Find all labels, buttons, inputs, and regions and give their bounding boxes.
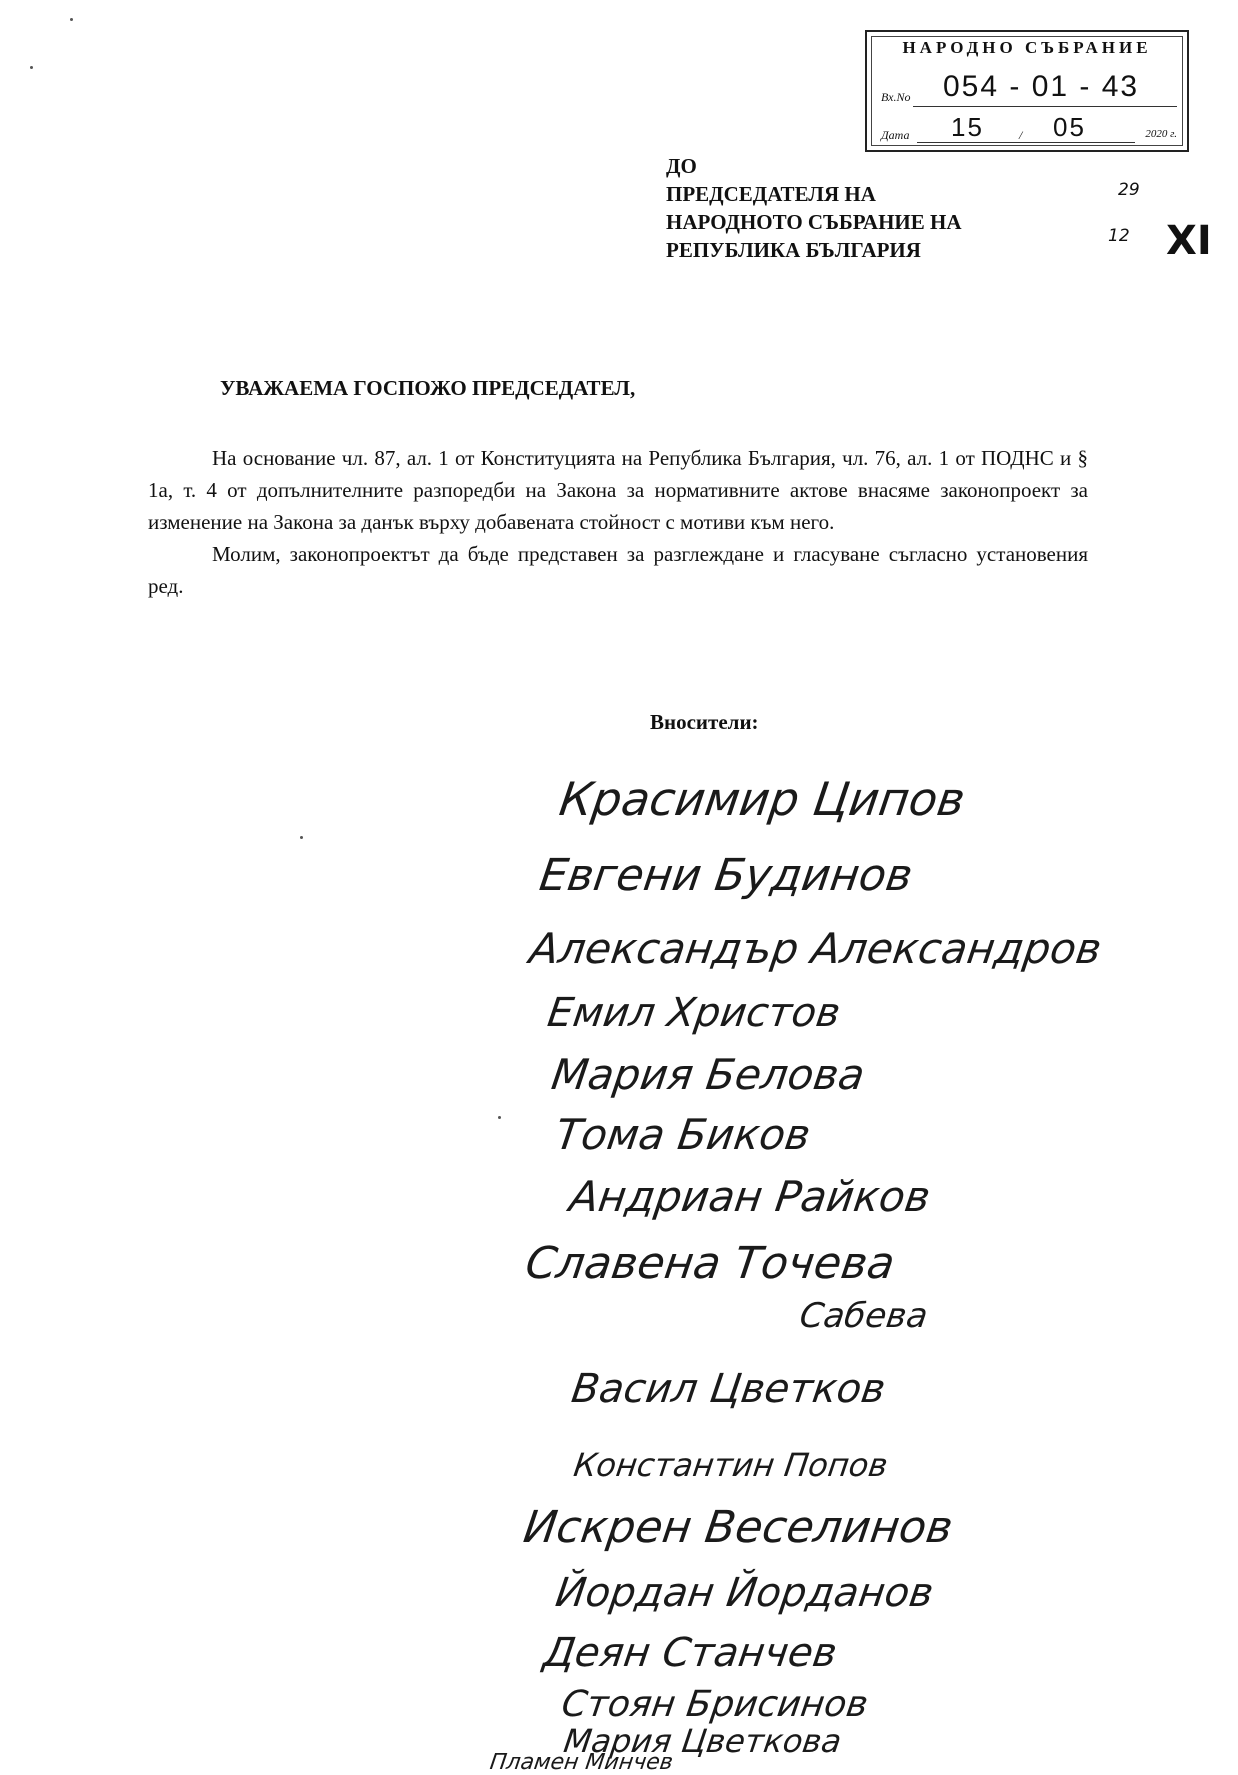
addressee-line-2: ПРЕДСЕДАТЕЛЯ НА: [666, 182, 876, 206]
addressee-line-4: РЕПУБЛИКА БЪЛГАРИЯ: [666, 238, 921, 262]
stamp-date-line: [917, 142, 1135, 143]
stamp-number-label: Вх.No: [881, 90, 911, 104]
stamp-title: НАРОДНО СЪБРАНИЕ: [902, 38, 1152, 57]
submitters-label: Вносители:: [650, 710, 759, 734]
stamp-date-day: 15: [951, 112, 984, 142]
signature-15: Мария Цветкова: [561, 1722, 844, 1760]
signature-16: Пламен Минчев: [488, 1750, 675, 1775]
signature-6: Тома Биков: [552, 1110, 814, 1159]
margin-note-1: 29: [1118, 180, 1140, 200]
signature-12: Йордан Йорданов: [552, 1570, 937, 1616]
salutation: УВАЖАЕМА ГОСПОЖО ПРЕДСЕДАТЕЛ,: [220, 376, 636, 400]
signature-11: Искрен Веселинов: [520, 1502, 956, 1553]
signature-7: Андриан Райков: [566, 1172, 934, 1221]
stamp-number-value: 054 - 01 - 43: [943, 70, 1140, 103]
body-paragraph-2: Молим, законопроектът да бъде представен за разглеждане и гласуване съгласно установения ред.: [148, 542, 1088, 598]
signature-4: Емил Христов: [544, 990, 844, 1036]
addressee-block: [666, 152, 962, 264]
signature-3: Александър Александров: [526, 924, 1105, 973]
margin-note-2: 12: [1108, 226, 1130, 246]
body-text: [148, 442, 1088, 602]
signature-2: Евгени Будинов: [536, 850, 916, 901]
stamp-number-line: [913, 106, 1177, 107]
signature-13: Деян Станчев: [540, 1630, 840, 1676]
stamp-number-row: [873, 70, 1181, 112]
body-paragraph-1: На основание чл. 87, ал. 1 от Конституцията на Република България, чл. 76, ал. 1 от ПОДНС и § 1а, т. 4 от допълнителните разпоредби на Закона за нормативните актове внасяме законопроект за изменение на Закона за данък върху добавената стойност с мотиви към него.: [148, 446, 1088, 534]
stamp-date-month: 05: [1053, 112, 1086, 142]
scan-speck: [300, 836, 303, 839]
stamp-date-slash: /: [1019, 128, 1023, 142]
scan-speck: [498, 1116, 501, 1119]
margin-note-3: XI: [1166, 218, 1212, 264]
signature-8: Славена Точева: [522, 1238, 898, 1289]
signature-8-continuation: Сабева: [797, 1296, 931, 1336]
scan-speck: [70, 18, 73, 21]
registration-stamp: [865, 30, 1189, 152]
addressee-line-1: ДО: [666, 154, 697, 178]
signature-5: Мария Белова: [548, 1050, 868, 1099]
scan-speck: [30, 66, 33, 69]
stamp-date-row: [873, 112, 1181, 146]
signature-1: Красимир Ципов: [556, 772, 969, 826]
signature-9: Васил Цветков: [568, 1366, 889, 1412]
stamp-date-label: Дата: [881, 128, 910, 142]
stamp-date-year: 2020 г.: [1145, 128, 1177, 140]
signature-10: Константин Попов: [571, 1446, 891, 1484]
signature-14: Стоян Брисинов: [559, 1684, 871, 1725]
addressee-line-3: НАРОДНОТО СЪБРАНИЕ НА: [666, 210, 962, 234]
